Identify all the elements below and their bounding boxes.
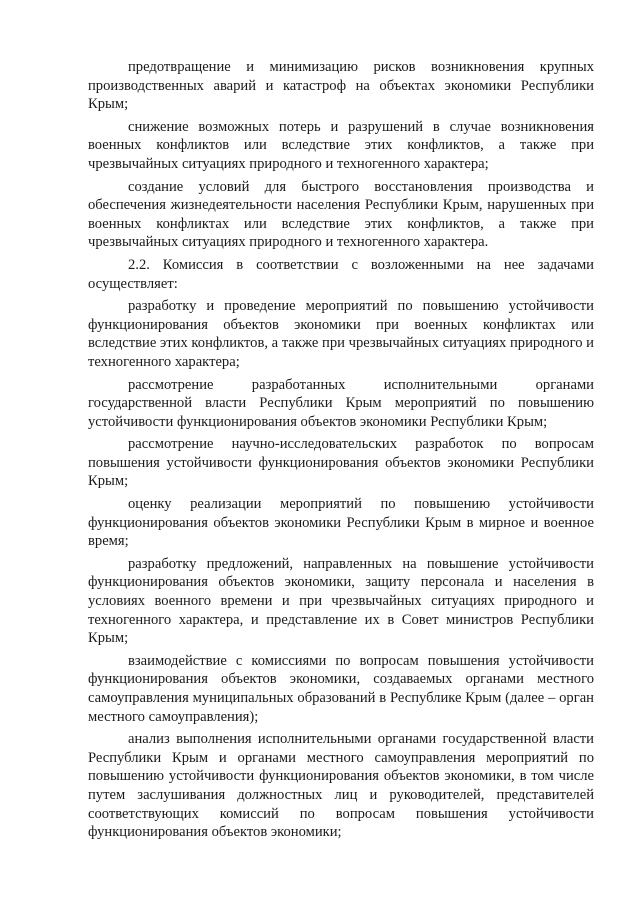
paragraph-proposals-development: разработку предложений, направленных на повышение устойчивости функционирования объектов экономики, защиту персонала и населения в условиях военного времени и при чрезвычайных ситуациях природного и техногенного характера, и представление их в Совет министров Республики Крым; bbox=[88, 555, 594, 647]
paragraph-execution-analysis: анализ выполнения исполнительными органами государственной власти Республики Крым и органами местного самоуправления мероприятий по повышению устойчивости функционирования объектов экономики, в том числе путем заслушивания должностных лиц и руководителей, представителей соответствующих комиссий по вопросам повышения устойчивости функционирования объектов экономики; bbox=[88, 731, 594, 841]
paragraph-section-2-2: 2.2. Комиссия в соответствии с возложенными на нее задачами осуществляет: bbox=[88, 256, 594, 292]
document-page bbox=[88, 58, 594, 846]
paragraph-commission-interaction: взаимодействие с комиссиями по вопросам повышения устойчивости функционирования объектов экономики, создаваемых органами местного самоуправления муниципальных образований в Республике Крым (далее – орган местного самоуправления); bbox=[88, 652, 594, 725]
paragraph-measures-review: рассмотрение разработанных исполнительными органами государственной власти Республики Крым мероприятий по повышению устойчивости функционирования объектов экономики Республики Крым; bbox=[88, 376, 594, 430]
paragraph-risk-prevention: предотвращение и минимизацию рисков возникновения крупных производственных аварий и катастроф на объектах экономики Республики Крым; bbox=[88, 59, 594, 113]
paragraph-loss-reduction: снижение возможных потерь и разрушений в случае возникновения военных конфликтов или вследствие этих конфликтов, а также при чрезвычайных ситуациях природного и техногенного характера; bbox=[88, 118, 594, 172]
paragraph-research-review: рассмотрение научно-исследовательских разработок по вопросам повышения устойчивости функционирования объектов экономики Республики Крым; bbox=[88, 436, 594, 490]
paragraph-recovery-conditions: создание условий для быстрого восстановления производства и обеспечения жизнедеятельности населения Республики Крым, нарушенных при военных конфликтах или вследствие этих конфликтов, а также при чрезвычайных ситуациях природного и техногенного характера. bbox=[88, 178, 594, 251]
paragraph-implementation-assessment: оценку реализации мероприятий по повышению устойчивости функционирования объектов экономики Республики Крым в мирное и военное время; bbox=[88, 496, 594, 550]
paragraph-measures-development: разработку и проведение мероприятий по повышению устойчивости функционирования объектов экономики при военных конфликтах или вследствие этих конфликтов, а также при чрезвычайных ситуациях природного и техногенного характера; bbox=[88, 298, 594, 370]
